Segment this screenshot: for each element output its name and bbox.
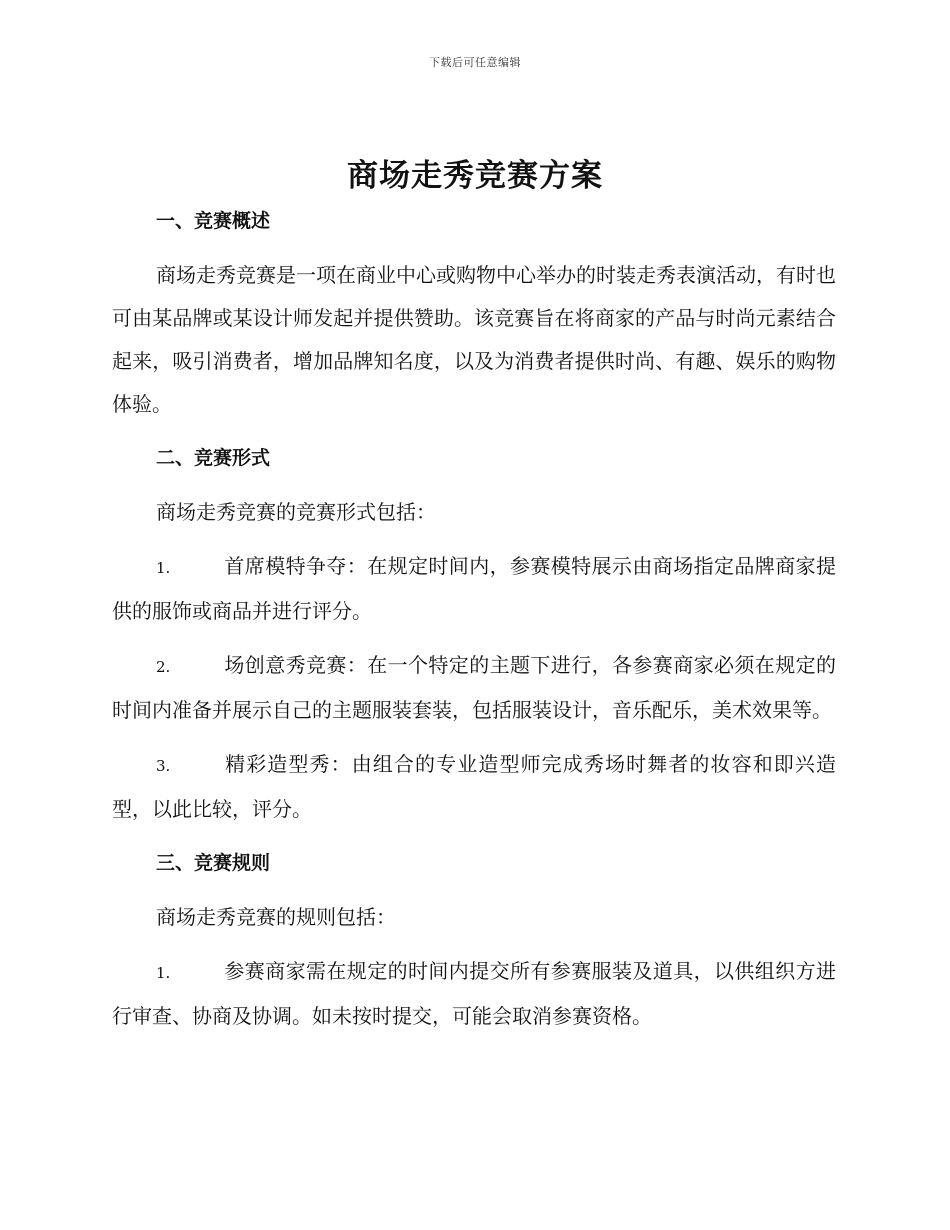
section-heading-format: 二、竞赛形式 xyxy=(156,447,271,469)
list-item-number: 2. xyxy=(156,658,171,676)
document-body xyxy=(112,200,836,1049)
list-item-number: 1. xyxy=(156,964,171,982)
list-item-text: 参赛商家需在规定的时间内提交所有参赛服装及道具，以供组织方进行审查、协商及协调。如未按时提交，可能会取消参赛资格。 xyxy=(112,959,836,1028)
list-item-number: 1. xyxy=(156,559,171,577)
rules-intro: 商场走秀竞赛的规则包括： xyxy=(156,905,396,929)
list-item xyxy=(112,644,836,732)
format-intro: 商场走秀竞赛的竞赛形式包括： xyxy=(156,500,436,524)
list-item-text: 精彩造型秀：由组合的专业造型师完成秀场时舞者的妆容和即兴造型，以此比较，评分。 xyxy=(112,752,836,821)
header-note: 下载后可任意编辑 xyxy=(429,56,521,69)
list-item-text: 首席模特争夺：在规定时间内，参赛模特展示由商场指定品牌商家提供的服饰或商品并进行评分。 xyxy=(112,554,836,623)
overview-paragraph: 商场走秀竞赛是一项在商业中心或购物中心举办的时装走秀表演活动，有时也可由某品牌或某设计师发起并提供赞助。该竞赛旨在将商家的产品与时尚元素结合起来，吸引消费者，增加品牌知名度，以及为消费者提供时尚、有趣、娱乐的购物体验。 xyxy=(112,263,836,416)
list-item xyxy=(112,950,836,1038)
list-item xyxy=(112,545,836,633)
section-heading-overview: 一、竞赛概述 xyxy=(156,210,271,232)
document-title: 商场走秀竞赛方案 xyxy=(347,158,603,194)
section-heading-rules: 三、竞赛规则 xyxy=(156,852,271,874)
list-item-text: 场创意秀竞赛：在一个特定的主题下进行，各参赛商家必须在规定的时间内准备并展示自己的主题服装套装，包括服装设计，音乐配乐，美术效果等。 xyxy=(112,653,836,722)
list-item-number: 3. xyxy=(156,757,171,775)
list-item xyxy=(112,743,836,831)
